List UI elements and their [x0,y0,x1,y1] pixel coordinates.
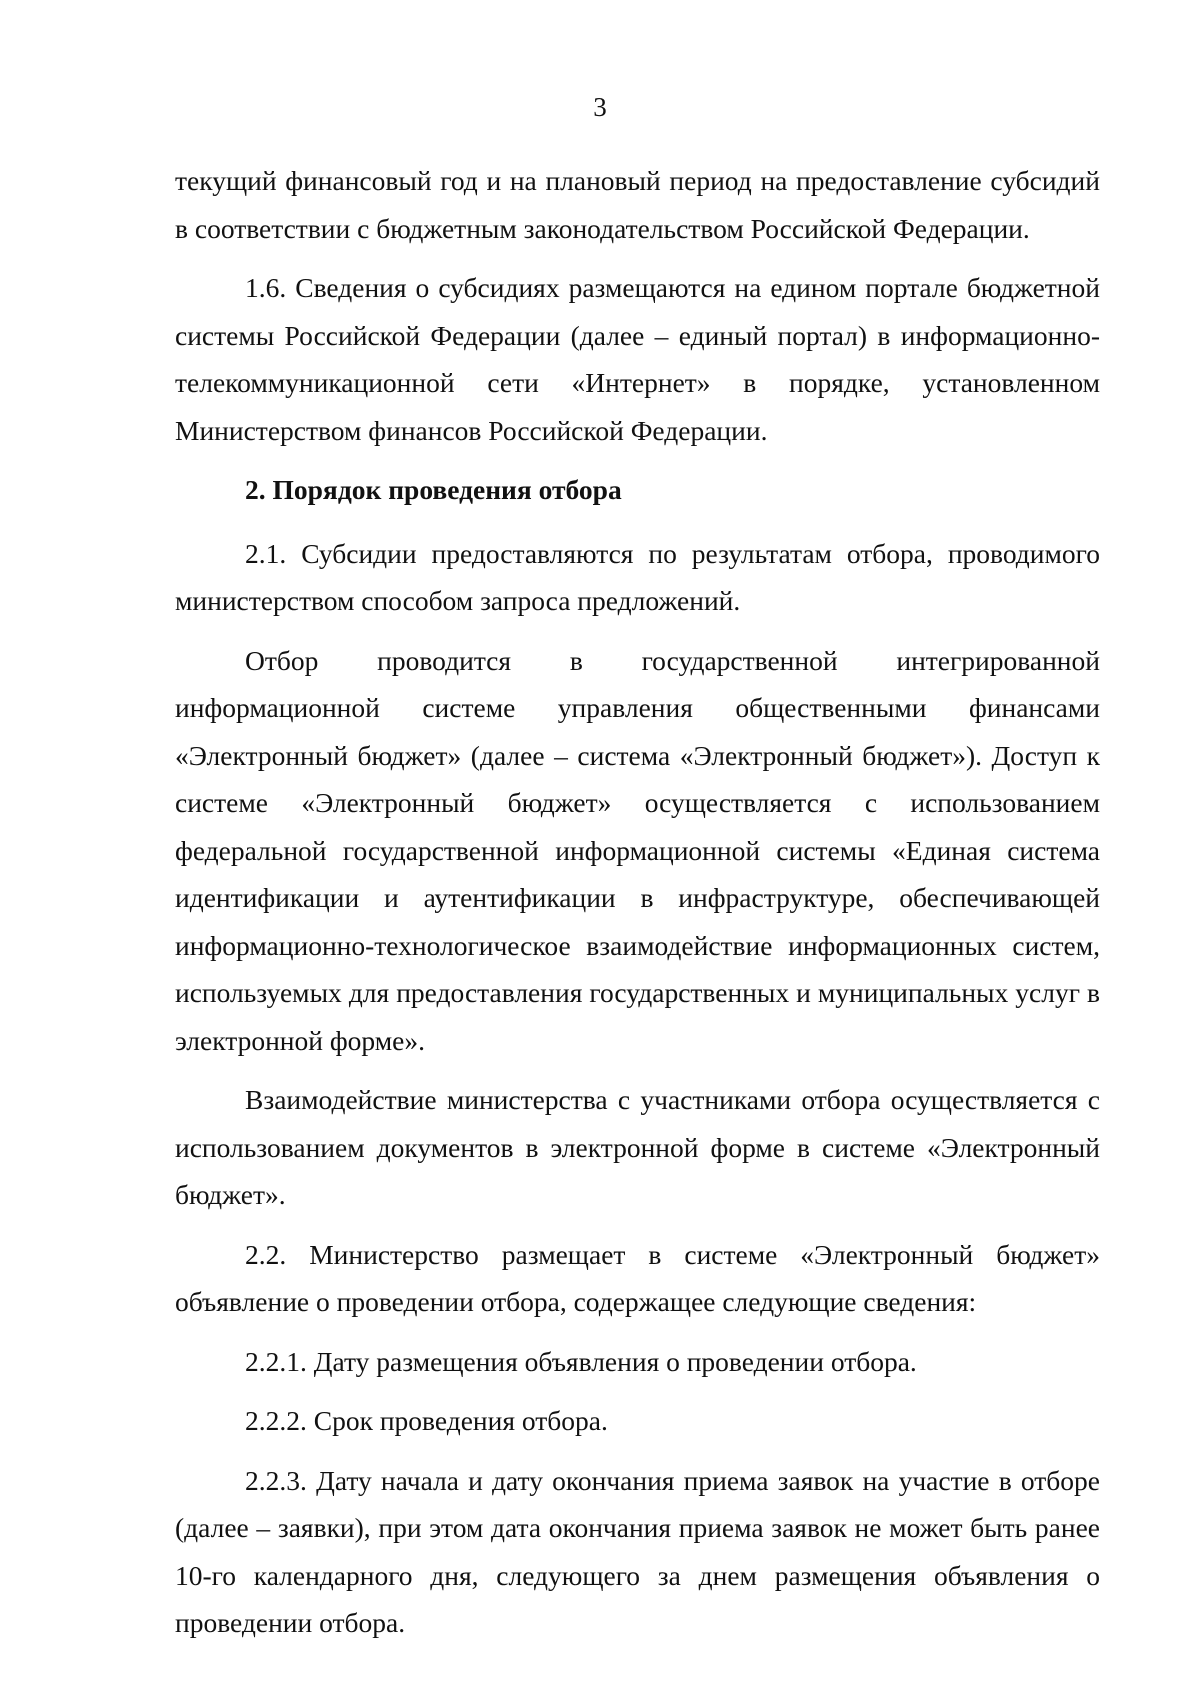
paragraph-2-2-3: 2.2.3. Дату начала и дату окончания приема заявок на участие в отборе (далее – заявки), при этом дата окончания приема заявок не может быть ранее 10-го календарного дня, следующего за днем размещения объявления о проведении отбора. [175,1464,1100,1638]
paragraph-continuation: текущий финансовый год и на плановый период на предоставление субсидий в соответствии с бюджетным законодательством Российской Федерации. [175,165,1100,244]
paragraph-1-6: 1.6. Сведения о субсидиях размещаются на едином портале бюджетной системы Российской Федерации (далее – единый портал) в информационно-телекоммуникационной сети «Интернет» в порядке, установленном Министерством финансов Российской Федерации. [175,272,1100,446]
paragraph-selection-system: Отбор проводится в государственной интегрированной информационной системе управления общественными финансами «Электронный бюджет» (далее – система «Электронный бюджет»). Доступ к системе «Электронный бюджет» осуществляется с использованием федеральной государственной информационной системы «Единая система идентификации и аутентификации в инфраструктуре, обеспечивающей информационно-технологическое взаимодействие информационных систем, используемых для предоставления государственных и муниципальных услуг в электронной форме». [175,644,1100,1056]
paragraph-2-1: 2.1. Субсидии предоставляются по результатам отбора, проводимого министерством способом запроса предложений. [175,537,1100,616]
paragraph-2-2-1: 2.2.1. Дату размещения объявления о проведении отбора. [245,1345,917,1377]
paragraph-2-2: 2.2. Министерство размещает в системе «Электронный бюджет» объявление о проведении отбора, содержащее следующие сведения: [175,1238,1100,1317]
paragraph-interaction: Взаимодействие министерства с участниками отбора осуществляется с использованием документов в электронной форме в системе «Электронный бюджет». [175,1084,1100,1210]
paragraph-2-2-2: 2.2.2. Срок проведения отбора. [245,1405,608,1436]
page-number: 3 [593,92,607,122]
document-body [175,157,1100,1647]
section-heading-2: 2. Порядок проведения отбора [245,474,622,505]
